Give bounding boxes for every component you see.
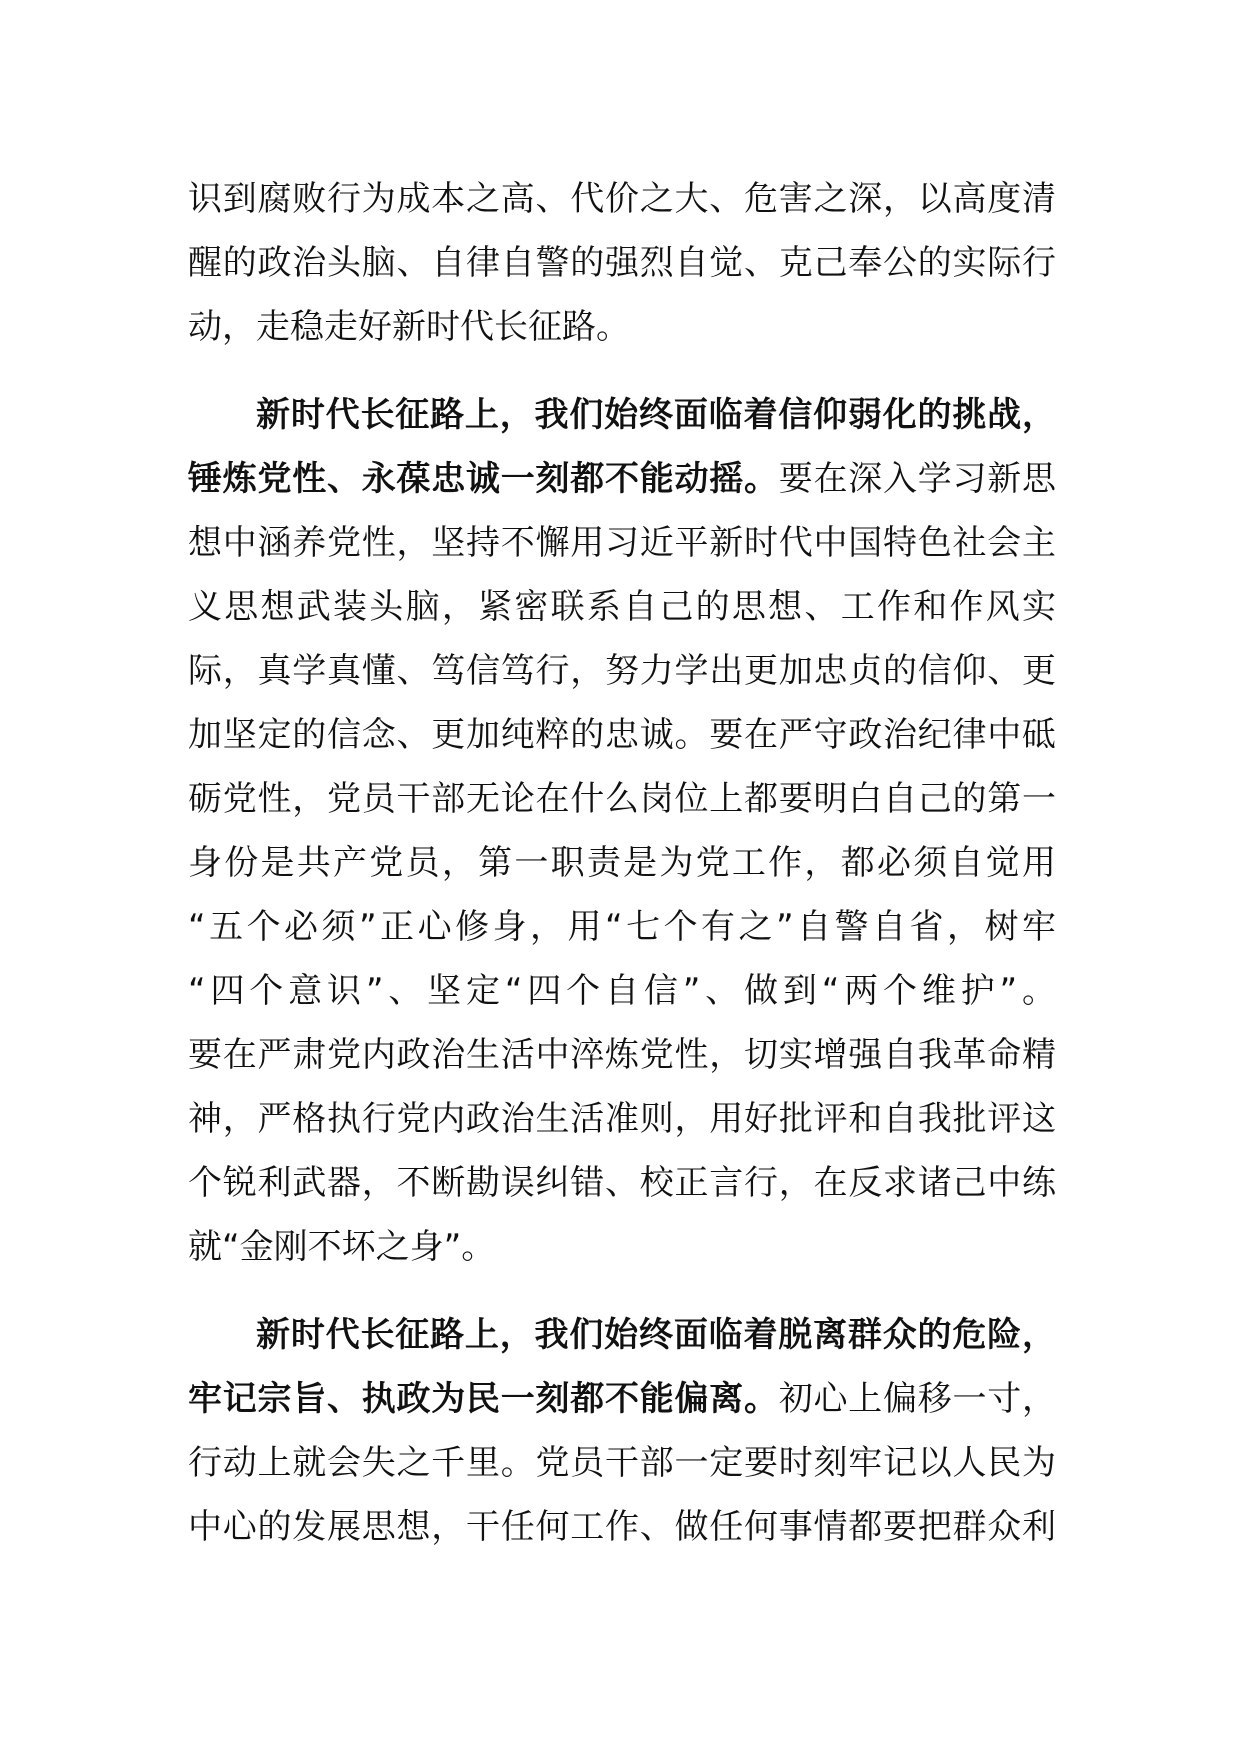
text-line	[188, 511, 1056, 575]
text-run: 身份是共产党员，第一职责是为党工作，都必须自觉用	[188, 843, 1056, 883]
bold-text-run: 新时代长征路上，我们始终面临着信仰弱化的挑战，	[256, 395, 1056, 435]
text-line	[188, 575, 1056, 639]
paragraph	[188, 1303, 1056, 1559]
text-line	[188, 231, 1056, 295]
text-line	[188, 1023, 1056, 1087]
bold-text-run: 锤炼党性、永葆忠诚一刻都不能动摇。	[188, 459, 779, 499]
text-run: 要在深入学习新思	[778, 459, 1056, 499]
text-line	[188, 831, 1056, 895]
text-line	[188, 295, 1056, 359]
text-run: 中心的发展思想，干任何工作、做任何事情都要把群众利	[188, 1507, 1056, 1547]
paragraph	[188, 167, 1056, 359]
text-line	[188, 1495, 1056, 1559]
text-run: 行动上就会失之千里。党员干部一定要时刻牢记以人民为	[188, 1443, 1056, 1483]
text-run: 神，严格执行党内政治生活准则，用好批评和自我批评这	[188, 1099, 1056, 1139]
bold-text-run: 牢记宗旨、执政为民一刻都不能偏离。	[188, 1379, 779, 1419]
text-line	[188, 1431, 1056, 1495]
bold-text-run: 新时代长征路上，我们始终面临着脱离群众的危险，	[256, 1315, 1056, 1355]
text-line	[188, 895, 1056, 959]
text-run: 识到腐败行为成本之高、代价之大、危害之深，以高度清	[188, 179, 1056, 219]
text-line	[188, 1087, 1056, 1151]
text-run: 醒的政治头脑、自律自警的强烈自觉、克己奉公的实际行	[188, 243, 1056, 283]
text-run: 要在严肃党内政治生活中淬炼党性，切实增强自我革命精	[188, 1035, 1056, 1075]
text-run: 初心上偏移一寸，	[778, 1379, 1056, 1419]
text-line	[188, 1303, 1056, 1367]
text-run: 义思想武装头脑，紧密联系自己的思想、工作和作风实	[188, 587, 1056, 627]
text-line	[188, 959, 1056, 1023]
text-line	[188, 1215, 1056, 1279]
text-line	[188, 383, 1056, 447]
text-run: “四个意识”、坚定“四个自信”、做到“两个维护”。	[188, 971, 1056, 1011]
text-run: 个锐利武器，不断勘误纠错、校正言行，在反求诸己中练	[188, 1163, 1056, 1203]
text-line	[188, 447, 1056, 511]
text-line	[188, 703, 1056, 767]
text-run: 想中涵养党性，坚持不懈用习近平新时代中国特色社会主	[188, 523, 1056, 563]
text-run: 动，走稳走好新时代长征路。	[188, 307, 630, 347]
text-line	[188, 767, 1056, 831]
text-line	[188, 639, 1056, 703]
text-run: 际，真学真懂、笃信笃行，努力学出更加忠贞的信仰、更	[188, 651, 1056, 691]
text-run: 砺党性，党员干部无论在什么岗位上都要明白自己的第一	[188, 779, 1056, 819]
paragraph	[188, 383, 1056, 1279]
text-run: 加坚定的信念、更加纯粹的忠诚。要在严守政治纪律中砥	[188, 715, 1056, 755]
text-run: “五个必须”正心修身，用“七个有之”自警自省，树牢	[188, 907, 1056, 947]
text-run: 就“金刚不坏之身”。	[188, 1227, 496, 1267]
document-body	[188, 167, 1056, 1559]
text-line	[188, 1367, 1056, 1431]
text-line	[188, 167, 1056, 231]
text-line	[188, 1151, 1056, 1215]
